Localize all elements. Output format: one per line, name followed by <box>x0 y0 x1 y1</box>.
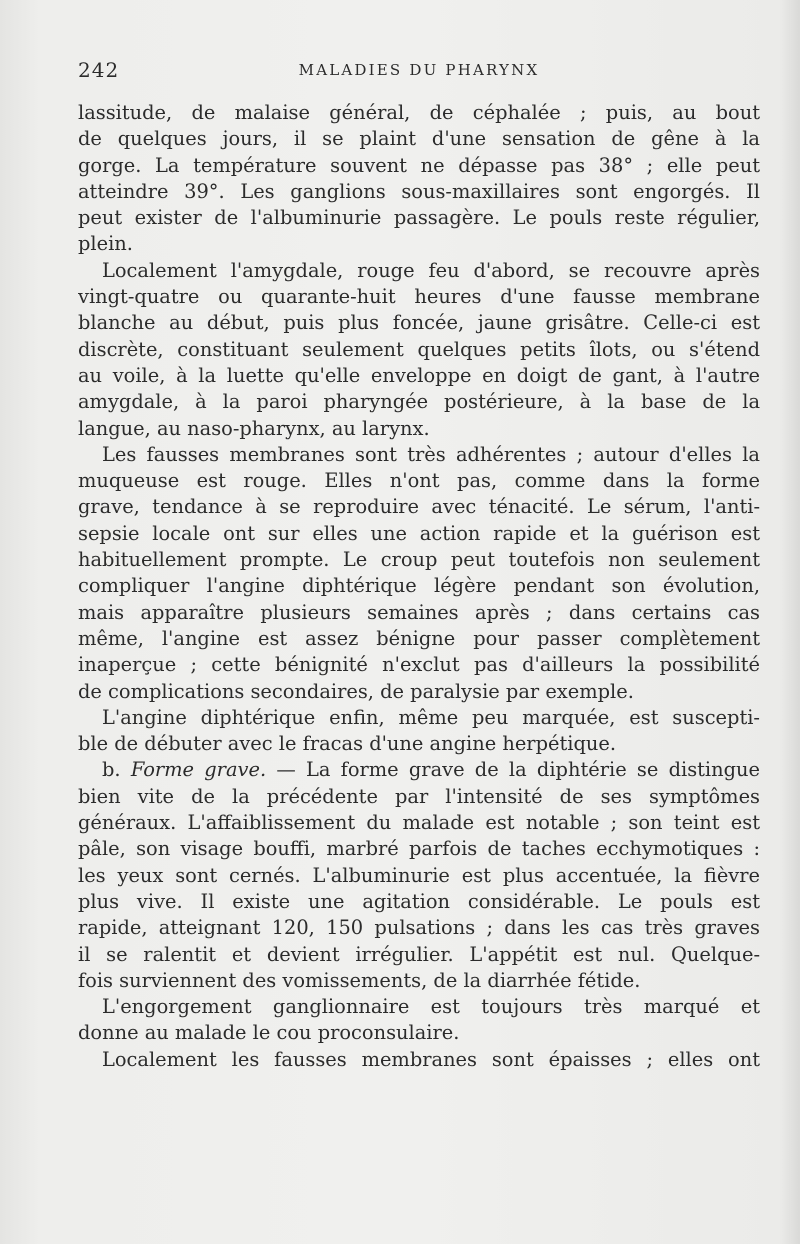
section-heading: Forme grave. <box>130 758 267 782</box>
text-line: plein. <box>78 232 133 256</box>
text-line: atteindre 39°. Les ganglions sous-maxillaires sont engorgés. Il <box>78 179 760 203</box>
text-line: pâle, son visage bouffi, marbré parfois de taches ecchymotiques : <box>78 837 760 861</box>
text-line: gorge. La température souvent ne dépasse pas 38° ; elle peut <box>78 153 760 177</box>
text-line: discrète, constituant seulement quelques petits îlots, ou s'étend <box>78 337 760 361</box>
text-line: grave, tendance à se reproduire avec ténacité. Le sérum, l'anti- <box>78 495 760 519</box>
text-line: généraux. L'affaiblissement du malade est notable ; son teint est <box>78 811 760 835</box>
text-line: ble de débuter avec le fracas d'une angine herpétique. <box>78 732 616 756</box>
text-line: il se ralentit et devient irrégulier. L'appétit est nul. Quelque- <box>78 942 760 966</box>
text-line: Localement les fausses membranes sont épaisses ; elles ont <box>102 1047 760 1071</box>
text-line: donne au malade le cou proconsulaire. <box>78 1021 460 1045</box>
text-line: les yeux sont cernés. L'albuminurie est plus accentuée, la fièvre <box>78 863 760 887</box>
text-line: fois surviennent des vomissements, de la diarrhée fétide. <box>78 968 641 992</box>
text-line: de complications secondaires, de paralysie par exemple. <box>78 679 634 703</box>
text-line: au voile, à la luette qu'elle enveloppe en doigt de gant, à l'autre <box>78 363 760 387</box>
text-line: Localement l'amygdale, rouge feu d'abord, se recouvre après <box>102 258 760 282</box>
text-line: blanche au début, puis plus foncée, jaune grisâtre. Celle-ci est <box>78 311 760 335</box>
text-line-forme-grave <box>78 757 760 783</box>
section-marker: b. <box>102 758 131 782</box>
text-line: langue, au naso-pharynx, au larynx. <box>78 416 430 440</box>
text-line: peut exister de l'albuminurie passagère. Le pouls reste régulier, <box>78 206 760 230</box>
text-line: lassitude, de malaise général, de céphalée ; puis, au bout <box>78 101 760 124</box>
text-line: L'engorgement ganglionnaire est toujours très marqué et <box>102 995 760 1019</box>
text-line: Les fausses membranes sont très adhérentes ; autour d'elles la <box>102 442 760 466</box>
text-line: vingt-quatre ou quarante-huit heures d'une fausse membrane <box>78 285 760 309</box>
text-line: amygdale, à la paroi pharyngée postérieure, à la base de la <box>78 390 760 414</box>
text-line: L'angine diphtérique enfin, même peu marquée, est suscepti- <box>102 705 760 729</box>
text-line: sepsie locale ont sur elles une action rapide et la guérison est <box>78 521 760 545</box>
text-line: de quelques jours, il se plaint d'une sensation de gêne à la <box>78 127 760 151</box>
text-line: compliquer l'angine diphtérique légère pendant son évolution, <box>78 574 760 598</box>
text-line: même, l'angine est assez bénigne pour passer complètement <box>78 626 760 650</box>
text-line: muqueuse est rouge. Elles n'ont pas, comme dans la forme <box>78 469 760 493</box>
body-text <box>78 100 760 1073</box>
running-title: MALADIES DU PHARYNX <box>298 61 540 79</box>
text-line: inaperçue ; cette bénignité n'exclut pas d'ailleurs la possibilité <box>78 653 760 677</box>
page-number: 242 <box>78 58 120 82</box>
section-text: — La forme grave de la diphtérie se distingue <box>266 758 760 782</box>
text-line: bien vite de la précédente par l'intensité de ses symptômes <box>78 784 760 808</box>
text-line: mais apparaître plusieurs semaines après ; dans certains cas <box>78 600 760 624</box>
text-line: rapide, atteignant 120, 150 pulsations ; dans les cas très graves <box>78 916 760 940</box>
page-header <box>78 58 760 88</box>
text-line: plus vive. Il existe une agitation considérable. Le pouls est <box>78 889 760 913</box>
text-line: habituellement prompte. Le croup peut toutefois non seulement <box>78 548 760 572</box>
